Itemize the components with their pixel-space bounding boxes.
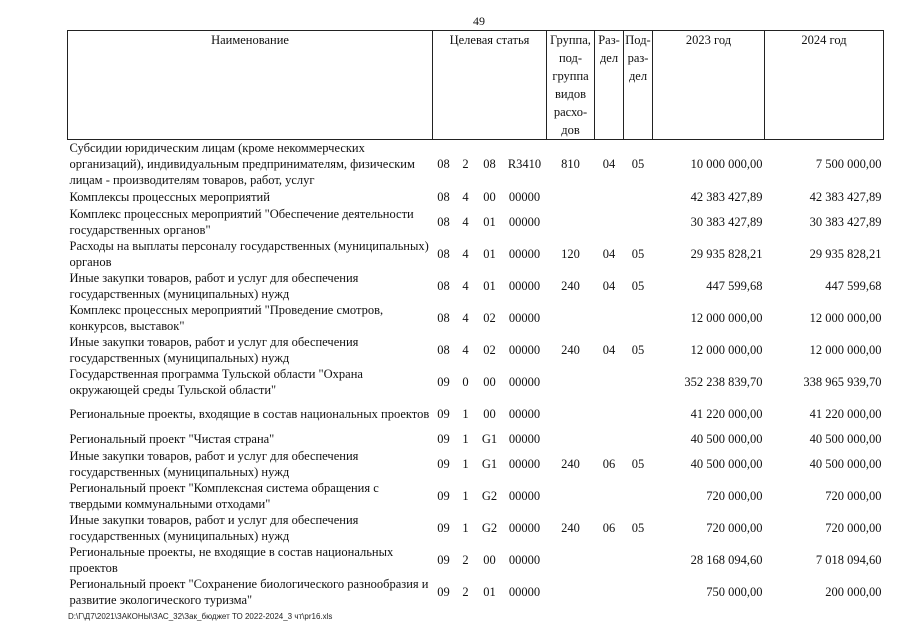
row-expense-group: 240 xyxy=(561,521,580,535)
row-expense-group xyxy=(547,576,595,608)
row-target-program: 09 xyxy=(437,521,450,535)
row-subsection: 05 xyxy=(631,279,645,293)
row-target-subprogram: 0 xyxy=(462,375,469,389)
row-target-subprogram: 4 xyxy=(462,279,469,293)
row-name: Расходы на выплаты персоналу государственных (муниципальных) органов xyxy=(69,239,429,269)
header-2023: 2023 год xyxy=(653,31,765,140)
row-subsection xyxy=(624,398,653,430)
table-body xyxy=(68,140,884,609)
row-expense-group xyxy=(547,430,595,448)
row-target-event: G1 xyxy=(481,457,498,471)
table-row xyxy=(68,430,884,448)
row-section: 06 xyxy=(602,521,616,535)
table-row xyxy=(68,512,884,544)
row-target-direction: 00000 xyxy=(508,585,541,599)
row-amount-2023: 447 599,68 xyxy=(706,279,763,293)
header-section: Раз-дел xyxy=(595,31,624,140)
row-name: Региональные проекты, входящие в состав национальных проектов xyxy=(69,407,430,421)
table-row xyxy=(68,270,884,302)
row-target-subprogram: 1 xyxy=(462,432,469,446)
table-row xyxy=(68,140,884,189)
row-expense-group: 810 xyxy=(561,157,580,171)
row-target-direction: 00000 xyxy=(508,247,541,261)
row-amount-2023: 40 500 000,00 xyxy=(690,457,763,471)
row-target-event: 02 xyxy=(483,311,496,325)
row-amount-2024: 42 383 427,89 xyxy=(809,190,882,204)
row-target-subprogram: 4 xyxy=(462,343,469,357)
row-target-program: 08 xyxy=(437,343,450,357)
row-amount-2024: 7 018 094,60 xyxy=(815,553,882,567)
row-subsection xyxy=(624,302,653,334)
row-amount-2023: 41 220 000,00 xyxy=(690,407,763,421)
row-target-subprogram: 2 xyxy=(462,157,469,171)
row-target-program: 09 xyxy=(437,585,450,599)
header-subsection: Под-раз-дел xyxy=(624,31,653,140)
row-amount-2023: 12 000 000,00 xyxy=(690,343,763,357)
row-name: Региональный проект "Чистая страна" xyxy=(69,432,275,446)
row-expense-group xyxy=(547,188,595,206)
row-subsection: 05 xyxy=(631,247,645,261)
row-name: Комплексы процессных мероприятий xyxy=(69,190,270,204)
row-target-event: 01 xyxy=(483,279,496,293)
row-target-subprogram: 1 xyxy=(462,521,469,535)
row-name: Иные закупки товаров, работ и услуг для обеспечения государственных (муниципальных) нужд xyxy=(69,513,359,543)
row-section xyxy=(595,544,624,576)
row-amount-2023: 42 383 427,89 xyxy=(690,190,763,204)
row-subsection xyxy=(624,480,653,512)
row-section: 04 xyxy=(602,279,616,293)
row-subsection xyxy=(624,206,653,238)
row-target-event: G2 xyxy=(481,521,498,535)
row-subsection xyxy=(624,366,653,398)
row-target-program: 09 xyxy=(437,432,450,446)
row-amount-2024: 40 500 000,00 xyxy=(809,457,882,471)
row-target-event: 08 xyxy=(483,157,496,171)
row-section xyxy=(595,398,624,430)
row-amount-2024: 7 500 000,00 xyxy=(815,157,882,171)
row-target-subprogram: 1 xyxy=(462,457,469,471)
header-target: Целевая статья xyxy=(433,31,547,140)
row-section xyxy=(595,576,624,608)
budget-table xyxy=(67,30,884,608)
row-amount-2024: 338 965 939,70 xyxy=(803,375,882,389)
row-target-event: G2 xyxy=(481,489,498,503)
row-target-program: 08 xyxy=(437,215,450,229)
row-target-event: 00 xyxy=(483,375,496,389)
row-expense-group xyxy=(547,544,595,576)
row-target-direction: R3410 xyxy=(507,157,542,171)
row-name: Региональные проекты, не входящие в состав национальных проектов xyxy=(69,545,394,575)
header-name: Наименование xyxy=(68,31,433,140)
row-target-subprogram: 1 xyxy=(462,489,469,503)
row-target-subprogram: 2 xyxy=(462,553,469,567)
row-name: Региональный проект "Комплексная система обращения с твердыми коммунальными отходами" xyxy=(69,481,379,511)
row-expense-group xyxy=(547,398,595,430)
row-amount-2023: 28 168 094,60 xyxy=(690,553,763,567)
row-target-direction: 00000 xyxy=(508,215,541,229)
row-subsection: 05 xyxy=(631,521,645,535)
row-target-program: 09 xyxy=(437,407,450,421)
table-row xyxy=(68,302,884,334)
page-number: 49 xyxy=(473,14,485,28)
row-target-event: G1 xyxy=(481,432,498,446)
row-target-program: 08 xyxy=(437,247,450,261)
row-expense-group xyxy=(547,302,595,334)
row-section: 04 xyxy=(602,247,616,261)
row-target-direction: 00000 xyxy=(508,457,541,471)
row-subsection: 05 xyxy=(631,157,645,171)
row-target-direction: 00000 xyxy=(508,521,541,535)
row-section: 04 xyxy=(602,343,616,357)
row-amount-2023: 720 000,00 xyxy=(706,489,763,503)
row-target-subprogram: 2 xyxy=(462,585,469,599)
row-expense-group xyxy=(547,480,595,512)
table-row xyxy=(68,366,884,398)
row-name: Комплекс процессных мероприятий "Проведение смотров, конкурсов, выставок" xyxy=(69,303,384,333)
row-amount-2024: 720 000,00 xyxy=(825,521,882,535)
row-amount-2023: 720 000,00 xyxy=(706,521,763,535)
row-amount-2023: 40 500 000,00 xyxy=(690,432,763,446)
row-section xyxy=(595,206,624,238)
row-amount-2024: 30 383 427,89 xyxy=(809,215,882,229)
row-target-program: 09 xyxy=(437,553,450,567)
row-target-program: 08 xyxy=(437,279,450,293)
table-row xyxy=(68,448,884,480)
row-expense-group xyxy=(547,206,595,238)
table-header-row xyxy=(68,31,884,140)
row-expense-group xyxy=(547,366,595,398)
row-target-subprogram: 4 xyxy=(462,190,469,204)
table-row xyxy=(68,480,884,512)
header-2024: 2024 год xyxy=(765,31,884,140)
row-amount-2023: 29 935 828,21 xyxy=(690,247,763,261)
row-target-direction: 00000 xyxy=(508,311,541,325)
row-section xyxy=(595,302,624,334)
row-target-direction: 00000 xyxy=(508,279,541,293)
row-target-event: 02 xyxy=(483,343,496,357)
table-row xyxy=(68,576,884,608)
row-target-direction: 00000 xyxy=(508,190,541,204)
table-row xyxy=(68,544,884,576)
row-name: Субсидии юридическим лицам (кроме некоммерческих организаций), индивидуальным предпринимателям, физическим лицам - производителям товаров, работ, услуг xyxy=(69,141,415,187)
row-section: 04 xyxy=(602,157,616,171)
row-target-subprogram: 1 xyxy=(462,407,469,421)
row-target-program: 09 xyxy=(437,457,450,471)
row-target-direction: 00000 xyxy=(508,343,541,357)
row-amount-2023: 750 000,00 xyxy=(706,585,763,599)
row-name: Иные закупки товаров, работ и услуг для обеспечения государственных (муниципальных) нужд xyxy=(69,271,359,301)
row-name: Региональный проект "Сохранение биологического разнообразия и развитие экологического туризма" xyxy=(69,577,429,607)
row-subsection: 05 xyxy=(631,343,645,357)
row-expense-group: 240 xyxy=(561,457,580,471)
row-amount-2024: 41 220 000,00 xyxy=(809,407,882,421)
row-target-event: 00 xyxy=(483,407,496,421)
row-amount-2024: 447 599,68 xyxy=(825,279,882,293)
row-subsection: 05 xyxy=(631,457,645,471)
row-target-direction: 00000 xyxy=(508,407,541,421)
row-target-program: 09 xyxy=(437,489,450,503)
header-group: Группа, под-группа видов расхо-дов xyxy=(547,31,595,140)
table-row xyxy=(68,188,884,206)
row-section xyxy=(595,480,624,512)
row-target-program: 08 xyxy=(437,157,450,171)
row-target-subprogram: 4 xyxy=(462,311,469,325)
row-amount-2024: 29 935 828,21 xyxy=(809,247,882,261)
row-target-direction: 00000 xyxy=(508,553,541,567)
row-target-program: 08 xyxy=(437,311,450,325)
row-section xyxy=(595,430,624,448)
table-row xyxy=(68,334,884,366)
row-name: Комплекс процессных мероприятий "Обеспечение деятельности государственных органов" xyxy=(69,207,414,237)
row-amount-2023: 10 000 000,00 xyxy=(690,157,763,171)
row-expense-group: 240 xyxy=(561,279,580,293)
row-section: 06 xyxy=(602,457,616,471)
row-target-direction: 00000 xyxy=(508,432,541,446)
row-amount-2024: 40 500 000,00 xyxy=(809,432,882,446)
row-subsection xyxy=(624,188,653,206)
row-target-program: 08 xyxy=(437,190,450,204)
row-target-subprogram: 4 xyxy=(462,247,469,261)
table-row xyxy=(68,238,884,270)
row-amount-2023: 352 238 839,70 xyxy=(684,375,763,389)
row-subsection xyxy=(624,544,653,576)
row-subsection xyxy=(624,576,653,608)
row-amount-2024: 12 000 000,00 xyxy=(809,311,882,325)
row-amount-2024: 12 000 000,00 xyxy=(809,343,882,357)
row-subsection xyxy=(624,430,653,448)
row-target-event: 00 xyxy=(483,553,496,567)
row-name: Иные закупки товаров, работ и услуг для обеспечения государственных (муниципальных) нужд xyxy=(69,335,359,365)
row-target-event: 01 xyxy=(483,585,496,599)
row-target-event: 01 xyxy=(483,215,496,229)
row-target-event: 01 xyxy=(483,247,496,261)
row-expense-group: 240 xyxy=(561,343,580,357)
row-amount-2023: 12 000 000,00 xyxy=(690,311,763,325)
table-row xyxy=(68,206,884,238)
row-section xyxy=(595,188,624,206)
row-name: Иные закупки товаров, работ и услуг для обеспечения государственных (муниципальных) нужд xyxy=(69,449,359,479)
row-target-event: 00 xyxy=(483,190,496,204)
footer-file-path: D:\Г\Д7\2021\ЗАКОНЫ\ЗАС_32\Зак_бюджет ТО 2022-2024_3 чт\pr16.xls xyxy=(68,612,333,621)
row-expense-group: 120 xyxy=(561,247,580,261)
row-name: Государственная программа Тульской области "Охрана окружающей среды Тульской области" xyxy=(69,367,363,397)
row-section xyxy=(595,366,624,398)
row-amount-2024: 200 000,00 xyxy=(825,585,882,599)
row-target-subprogram: 4 xyxy=(462,215,469,229)
row-target-program: 09 xyxy=(437,375,450,389)
row-target-direction: 00000 xyxy=(508,489,541,503)
row-amount-2023: 30 383 427,89 xyxy=(690,215,763,229)
row-target-direction: 00000 xyxy=(508,375,541,389)
row-amount-2024: 720 000,00 xyxy=(825,489,882,503)
table-row xyxy=(68,398,884,430)
